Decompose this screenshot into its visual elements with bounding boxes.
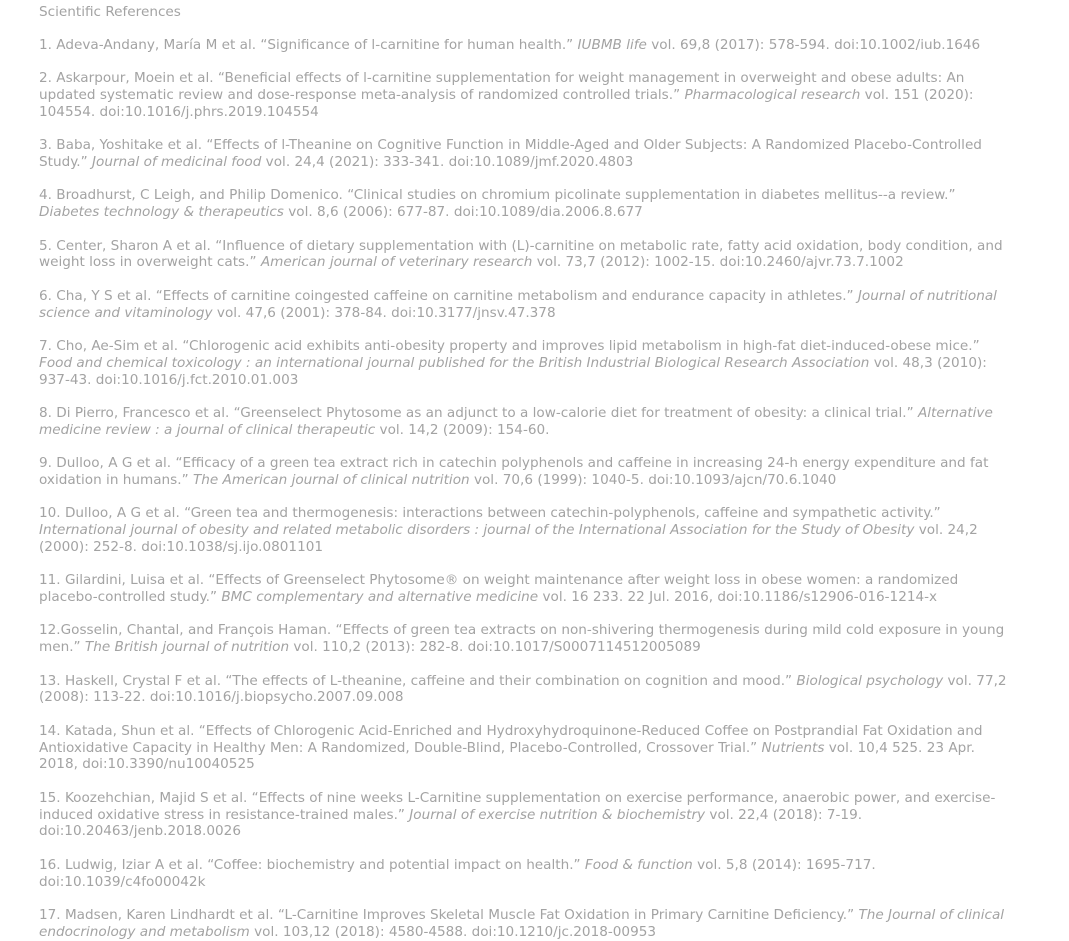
reference-journal: The British journal of nutrition bbox=[84, 639, 290, 656]
reference-item bbox=[39, 673, 1009, 707]
reference-journal: Journal of exercise nutrition & biochemistry bbox=[409, 806, 706, 823]
reference-text: 9. Dulloo, A G et al. “Efficacy of a green tea extract rich in catechin polyphenols and caffeine in increasing 24-h energy expenditure and fat oxidation in humans.” bbox=[39, 455, 989, 488]
reference-text: 3. Baba, Yoshitake et al. “Effects of l-Theanine on Cognitive Function in Middle-Aged and Older Subjects: A Randomized Placebo-Controlled Study.” bbox=[39, 137, 982, 170]
reference-citation: vol. 103,12 (2018): 4580-4588. doi:10.1210/jc.2018-00953 bbox=[249, 923, 657, 940]
reference-citation: vol. 48,3 (2010): 937-43. doi:10.1016/j.fct.2010.01.003 bbox=[39, 354, 987, 388]
reference-item bbox=[39, 187, 1009, 221]
reference-journal: Journal of nutritional science and vitaminology bbox=[39, 287, 997, 321]
reference-item bbox=[39, 238, 1009, 272]
reference-journal: The American journal of clinical nutrition bbox=[192, 471, 470, 488]
reference-citation: vol. 151 (2020): 104554. doi:10.1016/j.phrs.2019.104554 bbox=[39, 86, 974, 120]
reference-item bbox=[39, 405, 1009, 439]
reference-journal: Nutrients bbox=[761, 739, 825, 756]
reference-journal: Food and chemical toxicology : an international journal published for the British Industrial Biological Research Association bbox=[39, 354, 870, 371]
reference-item bbox=[39, 338, 1009, 388]
reference-item bbox=[39, 455, 1009, 489]
reference-item bbox=[39, 907, 1009, 941]
reference-journal: American journal of veterinary research bbox=[260, 254, 533, 271]
reference-journal: Alternative medicine review : a journal of clinical therapeutic bbox=[39, 404, 993, 438]
reference-text: 7. Cho, Ae-Sim et al. “Chlorogenic acid exhibits anti-obesity property and improves lipid metabolism in high-fat diet-induced-obese mice.” bbox=[39, 337, 980, 354]
reference-citation: vol. 22,4 (2018): 7-19. doi:10.20463/jenb.2018.0026 bbox=[39, 806, 863, 840]
reference-citation: vol. 24,4 (2021): 333-341. doi:10.1089/jmf.2020.4803 bbox=[261, 153, 634, 170]
reference-text: 6. Cha, Y S et al. “Effects of carnitine coingested caffeine on carnitine metabolism and endurance capacity in athletes.” bbox=[39, 287, 858, 304]
section-heading: Scientific References bbox=[39, 4, 181, 20]
reference-text: 16. Ludwig, Iziar A et al. “Coffee: biochemistry and potential impact on health.” bbox=[39, 856, 585, 873]
reference-item bbox=[39, 723, 1009, 773]
reference-journal: BMC complementary and alternative medicine bbox=[221, 589, 539, 606]
reference-item bbox=[39, 70, 1009, 120]
reference-text: 12.Gosselin, Chantal, and François Haman. “Effects of green tea extracts on non-shivering thermogenesis during mild cold exposure in young men.” bbox=[39, 622, 1005, 656]
reference-text: 11. Gilardini, Luisa et al. “Effects of Greenselect Phytosome® on weight maintenance after weight loss in obese women: a randomized placebo-controlled study.” bbox=[39, 572, 959, 606]
reference-item bbox=[39, 37, 1009, 54]
reference-item bbox=[39, 857, 1009, 891]
reference-journal: International journal of obesity and related metabolic disorders : journal of the International Association for the Study of Obesity bbox=[39, 522, 915, 539]
reference-citation: vol. 110,2 (2013): 282-8. doi:10.1017/S0007114512005089 bbox=[289, 639, 701, 656]
reference-item bbox=[39, 288, 1009, 322]
reference-journal: The Journal of clinical endocrinology and metabolism bbox=[39, 906, 1005, 940]
reference-text: 13. Haskell, Crystal F et al. “The effects of L-theanine, caffeine and their combination on cognition and mood.” bbox=[39, 672, 797, 689]
reference-journal: Diabetes technology & therapeutics bbox=[39, 204, 284, 221]
reference-citation: vol. 70,6 (1999): 1040-5. doi:10.1093/ajcn/70.6.1040 bbox=[469, 471, 837, 488]
reference-citation: vol. 8,6 (2006): 677-87. doi:10.1089/dia.2006.8.677 bbox=[283, 204, 643, 221]
reference-citation: vol. 73,7 (2012): 1002-15. doi:10.2460/ajvr.73.7.1002 bbox=[532, 254, 904, 271]
reference-citation: vol. 10,4 525. 23 Apr. 2018, doi:10.3390/nu10040525 bbox=[39, 739, 975, 773]
reference-citation: vol. 47,6 (2001): 378-84. doi:10.3177/jnsv.47.378 bbox=[212, 304, 556, 321]
reference-text: 17. Madsen, Karen Lindhardt et al. “L-Carnitine Improves Skeletal Muscle Fat Oxidation in Primary Carnitine Deficiency.” bbox=[39, 906, 859, 923]
reference-journal: Journal of medicinal food bbox=[92, 153, 262, 170]
reference-journal: Pharmacological research bbox=[684, 86, 861, 103]
reference-citation: vol. 24,2 (2000): 252-8. doi:10.1038/sj.ijo.0801101 bbox=[39, 522, 978, 555]
reference-text: 14. Katada, Shun et al. “Effects of Chlorogenic Acid-Enriched and Hydroxyhydroquinone-Reduced Coffee on Postprandial Fat Oxidation and Antioxidative Capacity in Healthy Men: A Randomized, Double-Blind, Placebo-Controlled, Crossover Trial.” bbox=[39, 722, 983, 756]
reference-journal: Food & function bbox=[584, 856, 693, 873]
reference-text: 15. Koozehchian, Majid S et al. “Effects of nine weeks L-Carnitine supplementation on exercise performance, anaerobic power, and exercise-induced oxidative stress in resistance-trained males.” bbox=[39, 789, 996, 823]
reference-item bbox=[39, 790, 1009, 840]
reference-text: 2. Askarpour, Moein et al. “Beneficial effects of l-carnitine supplementation for weight management in overweight and obese adults: An updated systematic review and dose-response meta-analysis of randomized controlled trials.” bbox=[39, 70, 965, 103]
reference-journal: IUBMB life bbox=[577, 36, 647, 53]
reference-item bbox=[39, 137, 1009, 171]
reference-citation: vol. 77,2 (2008): 113-22. doi:10.1016/j.biopsycho.2007.09.008 bbox=[39, 672, 1007, 706]
reference-item bbox=[39, 622, 1009, 656]
reference-citation: vol. 16 233. 22 Jul. 2016, doi:10.1186/s12906-016-1214-x bbox=[538, 589, 938, 606]
reference-journal: Biological psychology bbox=[796, 672, 944, 689]
reference-citation: vol. 5,8 (2014): 1695-717. doi:10.1039/c4fo00042k bbox=[39, 856, 876, 890]
reference-item bbox=[39, 572, 1009, 606]
reference-text: 4. Broadhurst, C Leigh, and Philip Domenico. “Clinical studies on chromium picolinate supplementation in diabetes mellitus--a review.” bbox=[39, 187, 956, 204]
reference-citation: vol. 14,2 (2009): 154-60. bbox=[375, 421, 550, 438]
reference-text: 5. Center, Sharon A et al. “Influence of dietary supplementation with (L)-carnitine on metabolic rate, fatty acid oxidation, body condition, and weight loss in overweight cats.” bbox=[39, 237, 1003, 271]
reference-text: 8. Di Pierro, Francesco et al. “Greenselect Phytosome as an adjunct to a low-calorie diet for treatment of obesity: a clinical trial.” bbox=[39, 404, 918, 421]
reference-citation: vol. 69,8 (2017): 578-594. doi:10.1002/iub.1646 bbox=[646, 36, 981, 53]
reference-text: 10. Dulloo, A G et al. “Green tea and thermogenesis: interactions between catechin-polyphenols, caffeine and sympathetic activity.” bbox=[39, 505, 941, 522]
reference-text: 1. Adeva-Andany, María M et al. “Significance of l-carnitine for human health.” bbox=[39, 36, 578, 53]
reference-item bbox=[39, 505, 1009, 555]
